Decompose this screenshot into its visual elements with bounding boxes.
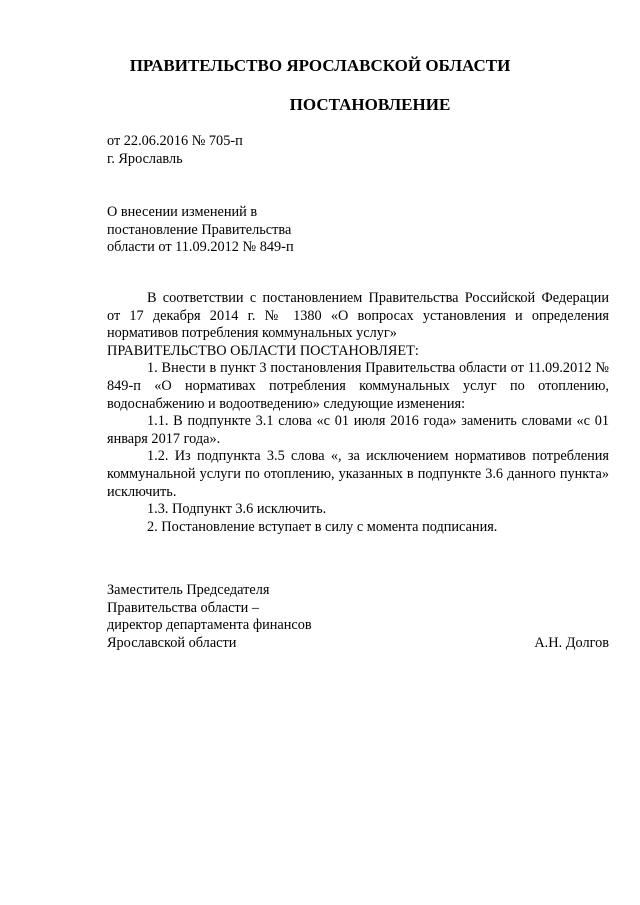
subject-line: области от 11.09.2012 № 849-п [107,239,294,256]
document-meta [107,133,243,168]
resolves-line: ПРАВИТЕЛЬСТВО ОБЛАСТИ ПОСТАНОВЛЯЕТ: [107,342,419,359]
subject-line: постановление Правительства [107,221,292,238]
document-type-title: ПОСТАНОВЛЕНИЕ [289,95,451,114]
item-1-paragraph: 1. Внести в пункт 3 постановления Правительства области от 11.09.2012 № 849-п «О нормативах потребления коммунальных услуг по отоплению, водоснабжению и водоотведению» следующие изменения: [107,360,609,412]
subject-line: О внесении изменений в [107,204,258,220]
date-number: от 22.06.2016 № 705-п [107,133,243,149]
government-title: ПРАВИТЕЛЬСТВО ЯРОСЛАВСКОЙ ОБЛАСТИ [129,56,511,75]
preamble-paragraph: В соответствии с постановлением Правительства Российской Федерации от 17 декабря 2014 г. № 1380 «О вопросах установления и определения нормативов потребления коммунальных услуг» [107,290,609,342]
city: г. Ярославль [107,150,183,167]
document-subject [107,204,294,257]
signature-last-row [107,635,609,653]
signatory-name: А.Н. Долгов [534,634,609,651]
item-1-2-paragraph: 1.2. Из подпункта 3.5 слова «, за исключением нормативов потребления коммунальной услуги по отоплению, указанных в подпункте 3.6 данного пункта» исключить. [107,448,609,500]
signature-line: Заместитель Председателя [107,582,270,598]
item-1-1-paragraph: 1.1. В подпункте 3.1 слова «с 01 июля 2016 года» заменить словами «с 01 января 2017 года». [107,413,609,447]
signature-line: директор департамента финансов [107,617,312,634]
document-body [107,290,609,536]
item-1-3-paragraph: 1.3. Подпункт 3.6 исключить. [147,501,327,518]
signature-line: Правительства области – [107,599,260,616]
signature-line: Ярославской области [107,634,237,651]
signature-block [107,582,609,652]
item-2-paragraph: 2. Постановление вступает в силу с момента подписания. [147,518,498,535]
